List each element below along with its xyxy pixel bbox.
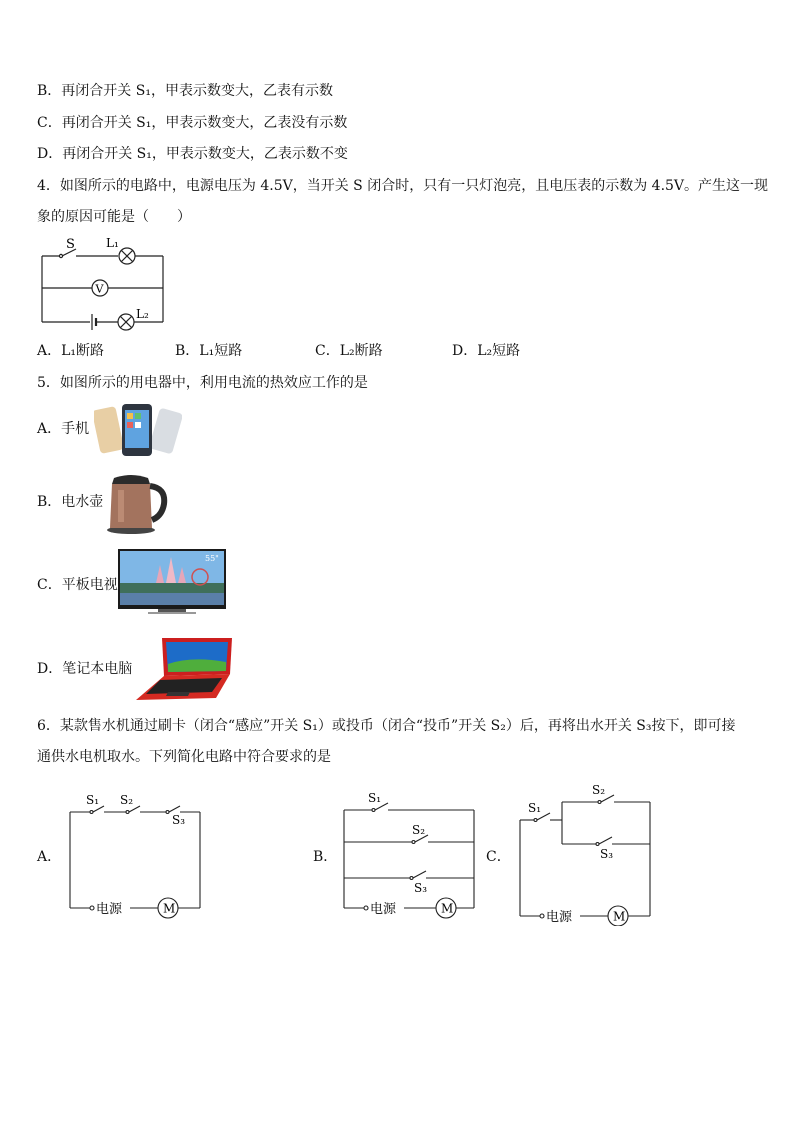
q4-option-d: D．L₂短路 <box>452 343 521 359</box>
q5-option-b: B．电水壶 <box>37 494 104 510</box>
q6b-source-label: 电源 <box>370 902 397 917</box>
q6c-s1-label: S₁ <box>528 801 542 815</box>
kettle-image <box>104 470 170 536</box>
q6-stem-line1: 6．某款售水机通过刷卡（闭合“感应”开关 S₁）或投币（闭合“投币”开关 S₂）后，再将出水开关 S₃按下，即可接 <box>37 718 736 734</box>
q6b-s1-label: S₁ <box>368 791 382 805</box>
q4-switch-label: S <box>66 237 75 252</box>
q5-option-c: C．平板电视 <box>37 577 118 593</box>
tv-size-badge: 55" <box>205 554 219 563</box>
q4-option-c: C．L₂断路 <box>315 343 383 359</box>
q3-option-b: B．再闭合开关 S₁，甲表示数变大，乙表有示数 <box>37 83 333 99</box>
q4-lamp2-label: L₂ <box>136 307 149 321</box>
q4-stem-line1: 4．如图所示的电路中，电源电压为 4.5V，当开关 S 闭合时，只有一只灯泡亮，且电压表的示数为 4.5V。产生这一现 <box>37 178 769 194</box>
q5-option-d: D．笔记本电脑 <box>37 661 133 677</box>
q6-circuit-a <box>62 786 210 922</box>
q6-stem-line2: 通供水电机取水。下列简化电路中符合要求的是 <box>37 749 331 765</box>
q6a-s3-label: S₃ <box>172 813 186 827</box>
q5-option-a: A．手机 <box>37 421 90 437</box>
q4-option-a: A．L₁断路 <box>37 343 105 359</box>
q6b-s2-label: S₂ <box>412 823 426 837</box>
q4-voltmeter-label: V <box>95 282 104 296</box>
q6a-source-label: 电源 <box>96 902 123 917</box>
q6-circuit-c <box>512 780 662 926</box>
q3-option-d: D．再闭合开关 S₁，甲表示数变大，乙表示数不变 <box>37 146 348 162</box>
q6c-s2-label: S₂ <box>592 783 606 797</box>
q6a-s1-label: S₁ <box>86 793 100 807</box>
q6-option-b-label: B． <box>313 849 338 865</box>
q6-option-a-label: A． <box>37 849 62 865</box>
q4-circuit-diagram <box>36 234 170 334</box>
q4-lamp1-label: L₁ <box>106 236 119 250</box>
q3-option-c: C．再闭合开关 S₁，甲表示数变大，乙表没有示数 <box>37 115 348 131</box>
q6c-s3-label: S₃ <box>600 847 614 861</box>
q5-stem: 5．如图所示的用电器中，利用电流的热效应工作的是 <box>37 375 368 391</box>
laptop-image <box>132 634 238 704</box>
q4-stem-line2: 象的原因可能是（ ） <box>37 209 191 225</box>
q6-circuit-b <box>336 784 484 920</box>
q4-option-b: B．L₁短路 <box>175 343 243 359</box>
q6c-motor-label: M <box>613 909 626 924</box>
tv-image <box>118 549 226 615</box>
q6a-s2-label: S₂ <box>120 793 134 807</box>
q6-option-c-label: C． <box>486 849 511 865</box>
phone-image <box>94 402 182 458</box>
q6c-source-label: 电源 <box>546 910 573 925</box>
q6b-motor-label: M <box>441 901 454 916</box>
q6a-motor-label: M <box>163 901 176 916</box>
q6b-s3-label: S₃ <box>414 881 428 895</box>
